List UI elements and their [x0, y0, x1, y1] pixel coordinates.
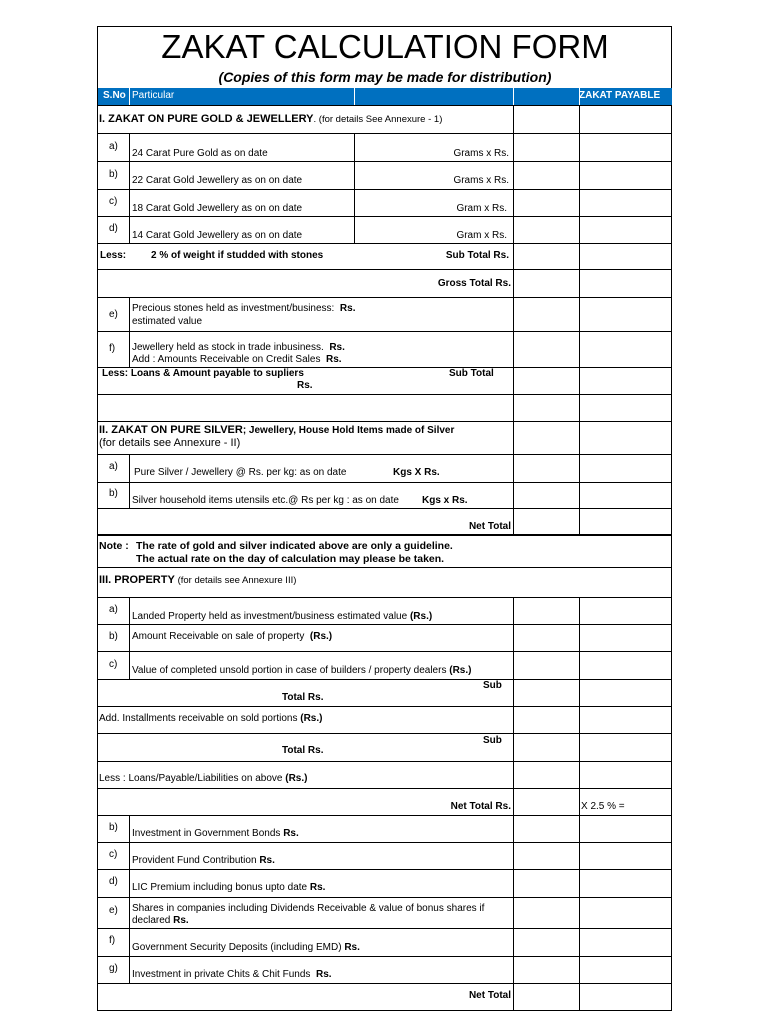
row-line: [98, 869, 672, 870]
gold-e-line1: Precious stones held as investment/business: Rs.: [132, 303, 356, 314]
col-line: [513, 597, 514, 1011]
property-less-label: Less : Loans/Payable/Liabilities on above (Rs.): [99, 773, 308, 784]
header-sno: S.No: [103, 90, 126, 101]
row-line: [98, 105, 672, 106]
col-line: [129, 297, 130, 367]
header-divider: [354, 88, 355, 105]
col-line: [129, 133, 130, 243]
row-line: [98, 269, 672, 270]
row-line: [98, 133, 672, 134]
row-line: [98, 733, 672, 734]
col-line: [513, 105, 514, 534]
investment-label: Provident Fund Contribution Rs.: [132, 855, 275, 866]
gold-item-unit: Gram x Rs.: [456, 230, 507, 241]
col-line: [579, 105, 580, 534]
investment-e-line2: declared Rs.: [132, 915, 189, 926]
section-rule: [98, 534, 672, 536]
col-line: [579, 597, 580, 1011]
row-line: [98, 679, 672, 680]
property-rate: X 2.5 % =: [581, 801, 625, 812]
row-line: [98, 421, 672, 422]
row-line: [98, 243, 672, 244]
row-line: [98, 928, 672, 929]
gold-item-sno: d): [109, 223, 118, 234]
gold-e-line2: estimated value: [132, 316, 203, 327]
silver-b-sno: b): [109, 488, 118, 499]
property-a-label: Landed Property held as investment/business estimated value (Rs.): [132, 611, 433, 622]
investment-sno: c): [109, 849, 118, 860]
gold-item-sno: a): [109, 141, 118, 152]
gold-f-line2: Add : Amounts Receivable on Credit Sales Rs.: [132, 354, 342, 365]
gold-subtotal: Sub Total Rs.: [445, 250, 509, 261]
property-add-label: Add. Installments receivable on sold portions (Rs.): [99, 713, 323, 724]
gold-loans-rs: Rs.: [297, 380, 313, 391]
property-sub: Sub: [483, 680, 502, 691]
silver-net-total: Net Total: [468, 521, 511, 532]
col-line: [129, 454, 130, 508]
gold-item-label: 24 Carat Pure Gold as on date: [132, 148, 268, 159]
gold-heading: I. ZAKAT ON PURE GOLD & JEWELLERY. (for details See Annexure - 1): [99, 113, 443, 125]
investment-label: Government Security Deposits (including EMD) Rs.: [132, 942, 360, 953]
row-line: [98, 331, 672, 332]
column-header: [98, 88, 672, 105]
form-subtitle: (Copies of this form may be made for distribution): [218, 69, 552, 85]
property-b-sno: b): [109, 631, 118, 642]
row-line: [98, 297, 672, 298]
col-line: [129, 597, 130, 679]
row-line: [98, 788, 672, 789]
col-line: [129, 815, 130, 983]
investment-label: Investment in private Chits & Chit Funds Rs.: [132, 969, 332, 980]
header-particular: Particular: [132, 90, 175, 101]
row-line: [98, 761, 672, 762]
gold-item-label: 22 Carat Gold Jewellery as on on date: [132, 175, 303, 186]
silver-a-label: Pure Silver / Jewellery @ Rs. per kg: as on date: [134, 467, 347, 478]
gold-item-label: 14 Carat Gold Jewellery as on on date: [132, 230, 303, 241]
property-sub-2: Sub: [483, 735, 502, 746]
row-line: [98, 624, 672, 625]
silver-a-unit: Kgs X Rs.: [393, 467, 440, 478]
gold-less-label: Less:: [100, 250, 127, 261]
property-total-rs-2: Total Rs.: [282, 745, 324, 756]
investments-net-total: Net Total: [468, 990, 511, 1001]
header-divider: [579, 88, 580, 105]
gold-item-sno: c): [109, 196, 118, 207]
gold-gross-total: Gross Total Rs.: [437, 278, 511, 289]
investment-sno: b): [109, 822, 118, 833]
row-line: [98, 706, 672, 707]
property-a-sno: a): [109, 604, 118, 615]
row-line: [98, 482, 672, 483]
header-divider: [129, 88, 130, 105]
gold-f-line1: Jewellery held as stock in trade inbusiness. Rs.: [132, 342, 345, 353]
investment-label: Investment in Government Bonds Rs.: [132, 828, 299, 839]
row-line: [98, 842, 672, 843]
property-b-label: Amount Receivable on sale of property (Rs.): [132, 631, 333, 642]
header-zakat-payable: ZAKAT PAYABLE: [579, 90, 661, 101]
row-line: [98, 956, 672, 957]
gold-loans-label: Less: Loans & Amount payable to supliers: [102, 368, 304, 379]
row-line: [98, 983, 672, 984]
silver-heading-note: (for details see Annexure - II): [99, 437, 241, 449]
investment-e-line1: Shares in companies including Dividends Receivable & value of bonus shares if: [132, 903, 485, 914]
header-divider: [513, 88, 514, 105]
gold-item-unit: Grams x Rs.: [453, 175, 509, 186]
row-line: [98, 597, 672, 598]
gold-e-sno: e): [109, 309, 118, 320]
silver-b-label: Silver household items utensils etc.@ Rs per kg : as on date: [132, 495, 399, 506]
gold-item-label: 18 Carat Gold Jewellery as on on date: [132, 203, 303, 214]
row-line: [98, 815, 672, 816]
property-net-total: Net Total Rs.: [450, 801, 511, 812]
form-title: ZAKAT CALCULATION FORM: [161, 28, 609, 65]
note-line2: The actual rate on the day of calculation may please be taken.: [136, 553, 445, 565]
row-line: [98, 189, 672, 190]
property-c-label: Value of completed unsold portion in case of builders / property dealers (Rs.): [132, 665, 472, 676]
gold-f-sno: f): [109, 343, 116, 354]
investment-e-sno: e): [109, 905, 118, 916]
row-line: [98, 394, 672, 395]
property-total-rs: Total Rs.: [282, 692, 324, 703]
row-line: [98, 567, 672, 568]
gold-item-sno: b): [109, 169, 118, 180]
gold-less-text: 2 % of weight if studded with stones: [151, 250, 324, 261]
row-line: [98, 508, 672, 509]
note-label: Note :: [99, 540, 129, 552]
gold-item-unit: Gram x Rs.: [456, 203, 507, 214]
investment-label: LIC Premium including bonus upto date Rs.: [132, 882, 326, 893]
investment-sno: f): [109, 935, 116, 946]
row-line: [98, 651, 672, 652]
silver-heading: II. ZAKAT ON PURE SILVER; Jewellery, House Hold Items made of Silver: [99, 424, 455, 436]
row-line: [98, 161, 672, 162]
row-line: [98, 897, 672, 898]
gold-item-unit: Grams x Rs.: [453, 148, 509, 159]
row-line: [98, 454, 672, 455]
note-line1: The rate of gold and silver indicated above are only a guideline.: [136, 540, 453, 552]
silver-b-unit: Kgs x Rs.: [422, 495, 468, 506]
property-heading: III. PROPERTY (for details see Annexure III): [99, 574, 297, 586]
property-c-sno: c): [109, 659, 118, 670]
row-line: [98, 216, 672, 217]
investment-sno: d): [109, 876, 118, 887]
gold-loans-subtotal: Sub Total: [449, 368, 494, 379]
silver-a-sno: a): [109, 461, 118, 472]
investment-sno: g): [109, 963, 118, 974]
